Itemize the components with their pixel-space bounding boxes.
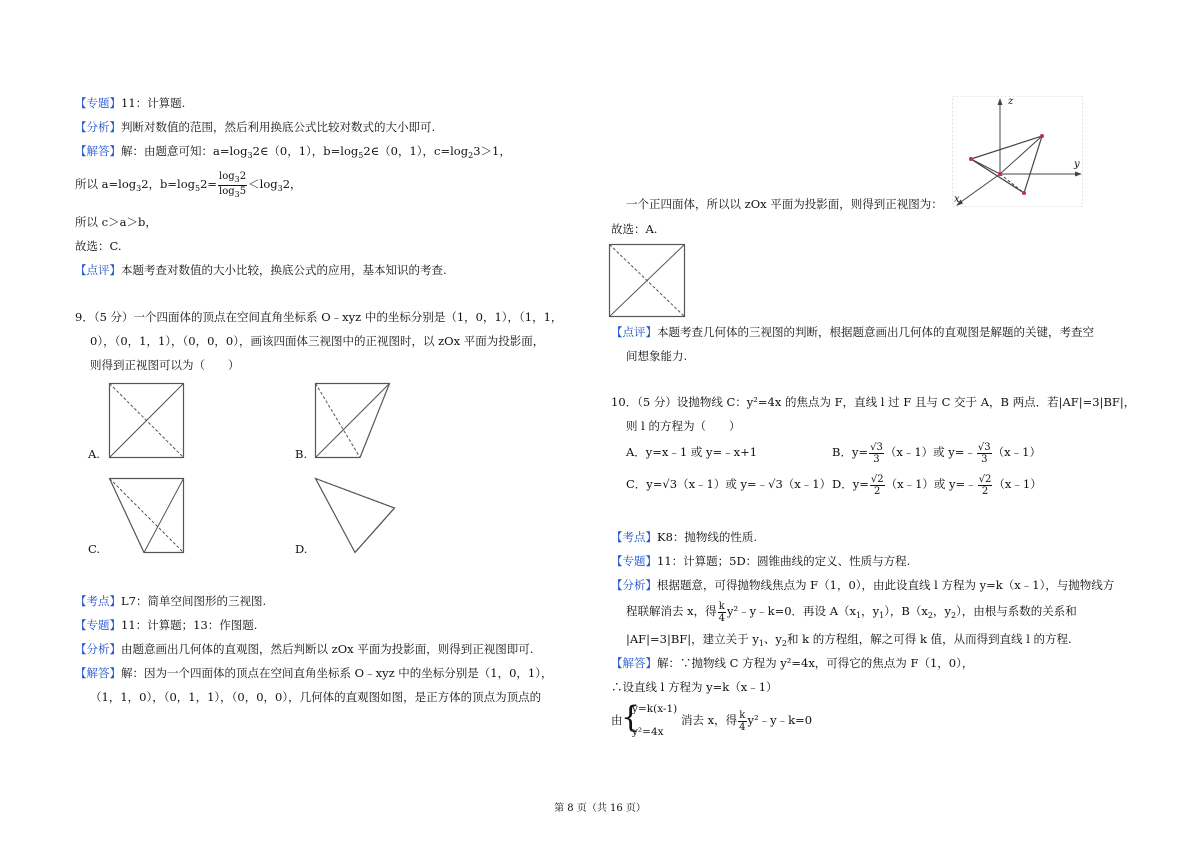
tag: 【专题】 xyxy=(611,554,657,568)
option-d-label[interactable]: D. xyxy=(295,542,308,556)
tag: 【分析】 xyxy=(611,578,657,592)
tag: 【解答】 xyxy=(611,656,657,670)
answer-line-10: 【解答】解：∵抛物线 C 方程为 y²=4x，可得它的焦点为 F（1，0）， xyxy=(611,656,974,670)
answer-line-9: 【解答】解：因为一个四面体的顶点在空间直角坐标系 O﹣xyz 中的坐标分别是（1，0，1）， xyxy=(75,666,553,680)
question-10-line1: 10．（5 分）设抛物线 C：y²=4x 的焦点为 F，直线 l 过 F 且与 C 交于 A，B 两点．若|AF|=3|BF|， xyxy=(611,395,1136,409)
tag: 【解答】 xyxy=(75,666,121,680)
tag: 【专题】 xyxy=(75,618,121,632)
option-d-figure xyxy=(315,478,395,554)
axis-y-label: y xyxy=(1074,159,1080,170)
topic-line-9: 【专题】11：计算题；13：作图题. xyxy=(75,618,258,632)
option-10c[interactable]: C．y=√3（x﹣1）或 y=﹣√3（x﹣1） xyxy=(626,477,832,491)
question-9-line3: 则得到正视图可以为（ ） xyxy=(90,358,240,372)
formula-line: 所以 $a=\log_32$，$b=\log_52=$ $\frac{\log_32}{\log_35}$ $<\log_32$， xyxy=(75,170,302,199)
tag: 【考点】 xyxy=(611,530,657,544)
system-label: 由 xyxy=(611,713,623,727)
answer-line-9b: （1，1，0），（0，1，1），（0，0，0），几何体的直观图如图，是正方体的顶点为顶点的 xyxy=(90,690,542,704)
comment-line-9: 【点评】本题考查几何体的三视图的判断，根据题意画出几何体的直观图是解题的关键，考查空 xyxy=(611,325,1094,339)
analysis-line xyxy=(75,119,435,135)
option-b-figure xyxy=(315,383,390,459)
knowledge-line-10: 【考点】K8：抛物线的性质. xyxy=(611,530,758,544)
tag: 【专题】 xyxy=(75,96,121,110)
option-c-label[interactable]: C. xyxy=(88,542,101,556)
tag: 【分析】 xyxy=(75,642,121,656)
brace-symbol: { xyxy=(621,700,641,735)
page-footer: 第 8 页（共 16 页） xyxy=(554,803,646,814)
fraction: $\frac{\log_32}{\log_35}$ xyxy=(219,170,247,199)
tag: 【分析】 xyxy=(75,120,121,134)
answer-line-10b: ∴设直线 l 方程为 y=k（x﹣1） xyxy=(611,680,778,694)
question-9-line2: 0），（0，1，1），（0，0，0），画该四面体三视图中的正视图时，以 zOx 平面为投影面， xyxy=(90,334,545,348)
answer-figure xyxy=(609,244,686,318)
option-a-label[interactable]: A. xyxy=(88,447,100,461)
axis-z-label: z xyxy=(1008,96,1014,107)
conclusion-line: 所以 c＞a＞b， xyxy=(75,215,157,229)
system-result: 消去 x，得 $\frac{k}{4}$ y²﹣y﹣k=0 xyxy=(681,709,813,733)
analysis-line-10: 【分析】根据题意，可得抛物线焦点为 F（1，0），由此设直线 l 方程为 y=k（x﹣1），与抛物线方 xyxy=(611,578,1115,592)
topic-line xyxy=(75,95,185,111)
system-eq2: y²=4x xyxy=(632,726,664,738)
tag: 【点评】 xyxy=(75,263,121,277)
system-eq1: y=k(x-1) xyxy=(632,703,678,715)
coordinate-figure xyxy=(952,96,1084,208)
analysis-line-9: 【分析】由题意画出几何体的直观图，然后判断以 zOx 平面为投影面，则得到正视图即可. xyxy=(75,642,534,656)
option-c-figure xyxy=(109,478,184,554)
answer-cont-line: 一个正四面体，所以以 zOx 平面为投影面，则得到正视图为： xyxy=(626,197,943,211)
text: 11：计算题. xyxy=(121,96,186,110)
option-10d[interactable]: D．y= $\frac{√2}{2}$ （x﹣1）或 y=﹣ $\frac{√2}{2}$ （x﹣1） xyxy=(832,473,1042,497)
analysis-line-10b: 程联解消去 x，得 $\frac{k}{4}$ y²﹣y﹣k=0．再设 $A(x_1$，$y_1$），$B(x_2$，$y_2$），由根与系数的关系和 xyxy=(626,600,1077,624)
comment-line-9b: 间想象能力. xyxy=(626,349,688,363)
text: 判断对数值的范围，然后利用换底公式比较对数式的大小即可. xyxy=(121,120,436,134)
tag: 【考点】 xyxy=(75,594,121,608)
option-10b[interactable]: B．y= $\frac{√3}{3}$ （x﹣1）或 y=﹣ $\frac{√3}{3}$ （x﹣1） xyxy=(832,441,1041,465)
tag: 【点评】 xyxy=(611,325,657,339)
comment-line: 【点评】本题考查对数值的大小比较，换底公式的应用，基本知识的考查. xyxy=(75,263,447,277)
topic-line-10: 【专题】11：计算题；5D：圆锥曲线的定义、性质与方程. xyxy=(611,554,911,568)
analysis-line-10c: |AF|=3|BF|，建立关于 $y_1$、$y_2$和 k 的方程组，解之可得 k 值，从而得到直线 l 的方程. xyxy=(626,632,1072,648)
knowledge-line: 【考点】L7：简单空间图形的三视图. xyxy=(75,594,267,608)
answer-line: 【解答】解：由题意可知：$a=\log_32\in(0$，1），$b=\log_52\in(0$，1），$c=\log_23>1$， xyxy=(75,144,511,160)
option-10a[interactable]: A．y=x﹣1 或 y=﹣x+1 xyxy=(626,445,758,459)
choice-line-9: 故选：A. xyxy=(611,222,658,236)
axis-x-label: x xyxy=(954,194,960,205)
tag: 【解答】 xyxy=(75,144,121,158)
option-a-figure xyxy=(109,383,184,459)
option-b-label[interactable]: B. xyxy=(295,447,308,461)
question-10-line2: 则 l 的方程为（ ） xyxy=(626,419,741,433)
question-9-line1: 9．（5 分）一个四面体的顶点在空间直角坐标系 O﹣xyz 中的坐标分别是（1，0，1），（1，1， xyxy=(75,310,563,324)
choice-line: 故选：C. xyxy=(75,239,122,253)
